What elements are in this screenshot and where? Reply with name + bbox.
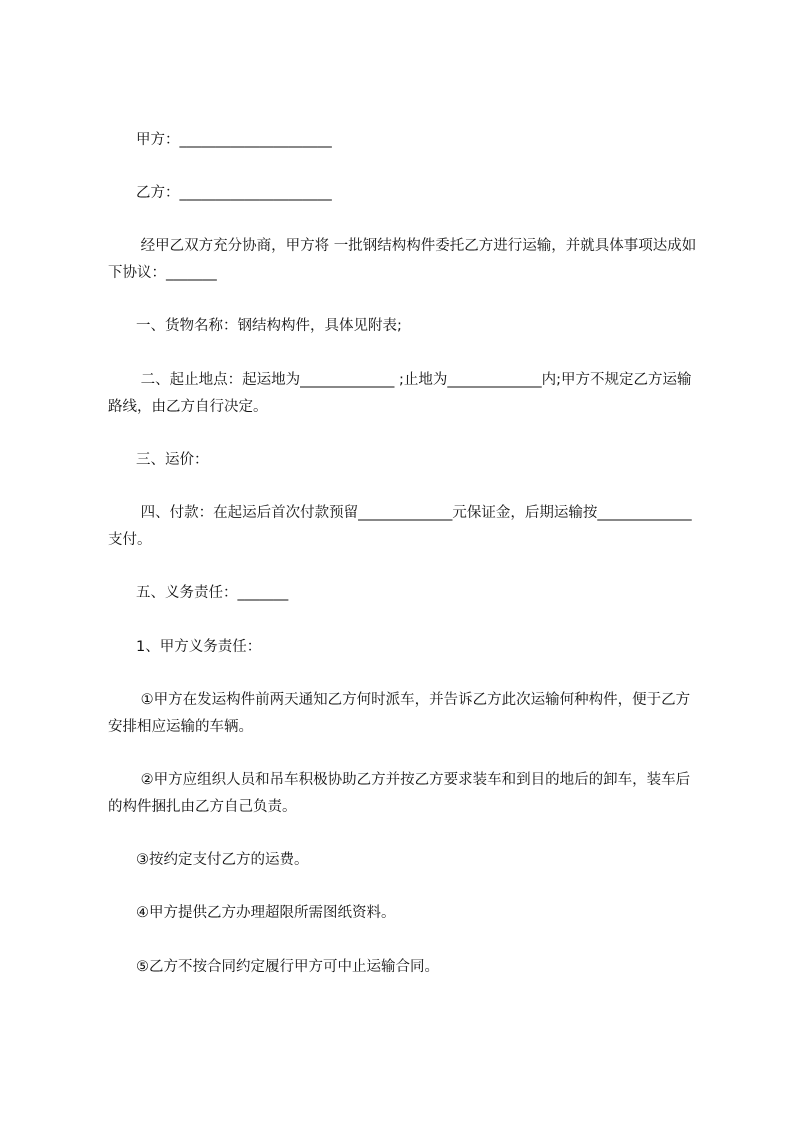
party-a-duty-3: ③按约定支付乙方的运费。 xyxy=(136,852,309,868)
party-b-line: 乙方：_____________________ xyxy=(136,185,332,201)
clause-locations: 二、起止地点：起运地为_____________ ;止地为_____________内;甲方不规定乙方运输路线，由乙方自行决定。 xyxy=(108,372,692,415)
clause-goods-name: 一、货物名称：钢结构构件，具体见附表; xyxy=(136,318,402,334)
party-a-duty-4: ④甲方提供乙方办理超限所需图纸资料。 xyxy=(136,905,396,921)
clause-freight-price: 三、运价： xyxy=(136,452,209,468)
party-a-duties-title: 1、甲方义务责任： xyxy=(136,639,262,655)
party-a-duty-2: ②甲方应组织人员和吊车积极协助乙方并按乙方要求装车和到目的地后的卸车，装车后的构件捆扎由乙方自己负责。 xyxy=(108,772,691,815)
intro-paragraph: 经甲乙双方充分协商，甲方将 一批钢结构构件委托乙方进行运输，并就具体事项达成如下协议：_______ xyxy=(108,238,697,281)
party-a-line: 甲方：_____________________ xyxy=(136,132,332,148)
party-a-duty-1: ①甲方在发运构件前两天通知乙方何时派车，并告诉乙方此次运输何种构件，便于乙方安排相应运输的车辆。 xyxy=(108,692,691,735)
clause-obligations: 五、义务责任：_______ xyxy=(136,585,289,601)
clause-payment: 四、付款：在起运后首次付款预留_____________元保证金，后期运输按_____________支付。 xyxy=(108,505,692,548)
party-a-duty-5: ⑤乙方不按合同约定履行甲方可中止运输合同。 xyxy=(136,959,439,975)
